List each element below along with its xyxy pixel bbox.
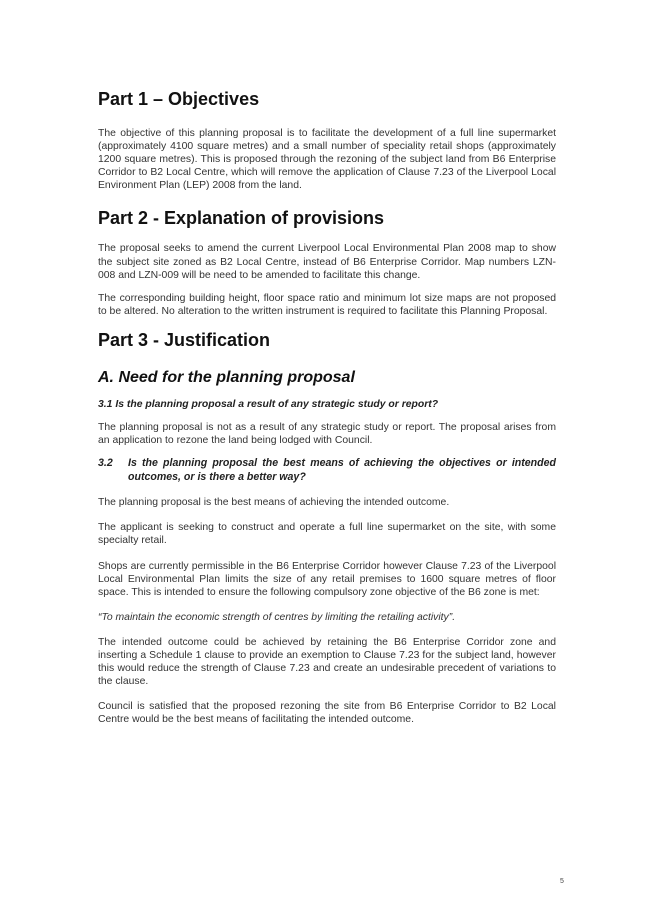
document-page (98, 88, 556, 726)
answer-3-2-paragraph-3: Shops are currently permissible in the B6 Enterprise Corridor however Clause 7.23 of the Liverpool Local Environmental Plan limits the size of any retail premises to 1600 square metres of floor space. This is intended to ensure the following compulsory zone objective of the B6 zone is met: (98, 560, 556, 598)
answer-3-2-paragraph-5: Council is satisfied that the proposed rezoning the site from B6 Enterprise Corridor to B2 Local Centre would be the best means of facilitating the intended outcome. (98, 701, 556, 726)
question-3-2-text: Is the planning proposal the best means of achieving the objectives or intended outcomes, or is there a better way? (128, 457, 556, 483)
part2-paragraph-1: The proposal seeks to amend the current Liverpool Local Environmental Plan 2008 map to show the subject site zoned as B2 Local Centre, instead of B6 Enterprise Corridor. Map numbers LZN-008 and LZN-009 will be need to be amended to facilitate this change. (98, 243, 556, 281)
page-number: 5 (560, 878, 564, 885)
part1-paragraph: The objective of this planning proposal is to facilitate the development of a full line supermarket (approximately 4100 square metres) and a small number of speciality retail shops (approximately 1200 square metres). This is proposed through the rezoning of the subject land from B6 Enterprise Corridor to B2 Local Centre, which will remove the application of Clause 7.23 of the Liverpool Local Environment Plan (LEP) 2008 from the land. (98, 128, 556, 192)
section-a-heading: A. Need for the planning proposal (98, 368, 355, 386)
part3-heading: Part 3 - Justification (98, 329, 271, 350)
zone-objective-quote: “To maintain the economic strength of centres by limiting the retailing activity”. (98, 611, 456, 623)
answer-3-2-paragraph-2: The applicant is seeking to construct and operate a full line supermarket on the site, with some specialty retail. (98, 522, 556, 547)
question-3-1: 3.1 Is the planning proposal a result of any strategic study or report? (98, 398, 439, 410)
question-3-2-number: 3.2 (98, 457, 113, 470)
part2-paragraph-2: The corresponding building height, floor space ratio and minimum lot size maps are not proposed to be altered. No alteration to the written instrument is required to facilitate this Planning Proposal. (98, 292, 556, 317)
part1-heading: Part 1 – Objectives (98, 89, 260, 109)
answer-3-1: The planning proposal is not as a result of any strategic study or report. The proposal arises from an application to rezone the land being lodged with Council. (98, 422, 556, 447)
answer-3-2-paragraph-1: The planning proposal is the best means of achieving the intended outcome. (98, 497, 450, 509)
part2-heading: Part 2 - Explanation of provisions (98, 208, 385, 229)
question-3-2 (98, 457, 556, 484)
answer-3-2-paragraph-4: The intended outcome could be achieved by retaining the B6 Enterprise Corridor zone and inserting a Schedule 1 clause to provide an exemption to Clause 7.23 for the subject land, however this would reduce the strength of Clause 7.23 and create an undesirable precedent of variations to the clause. (98, 636, 556, 688)
